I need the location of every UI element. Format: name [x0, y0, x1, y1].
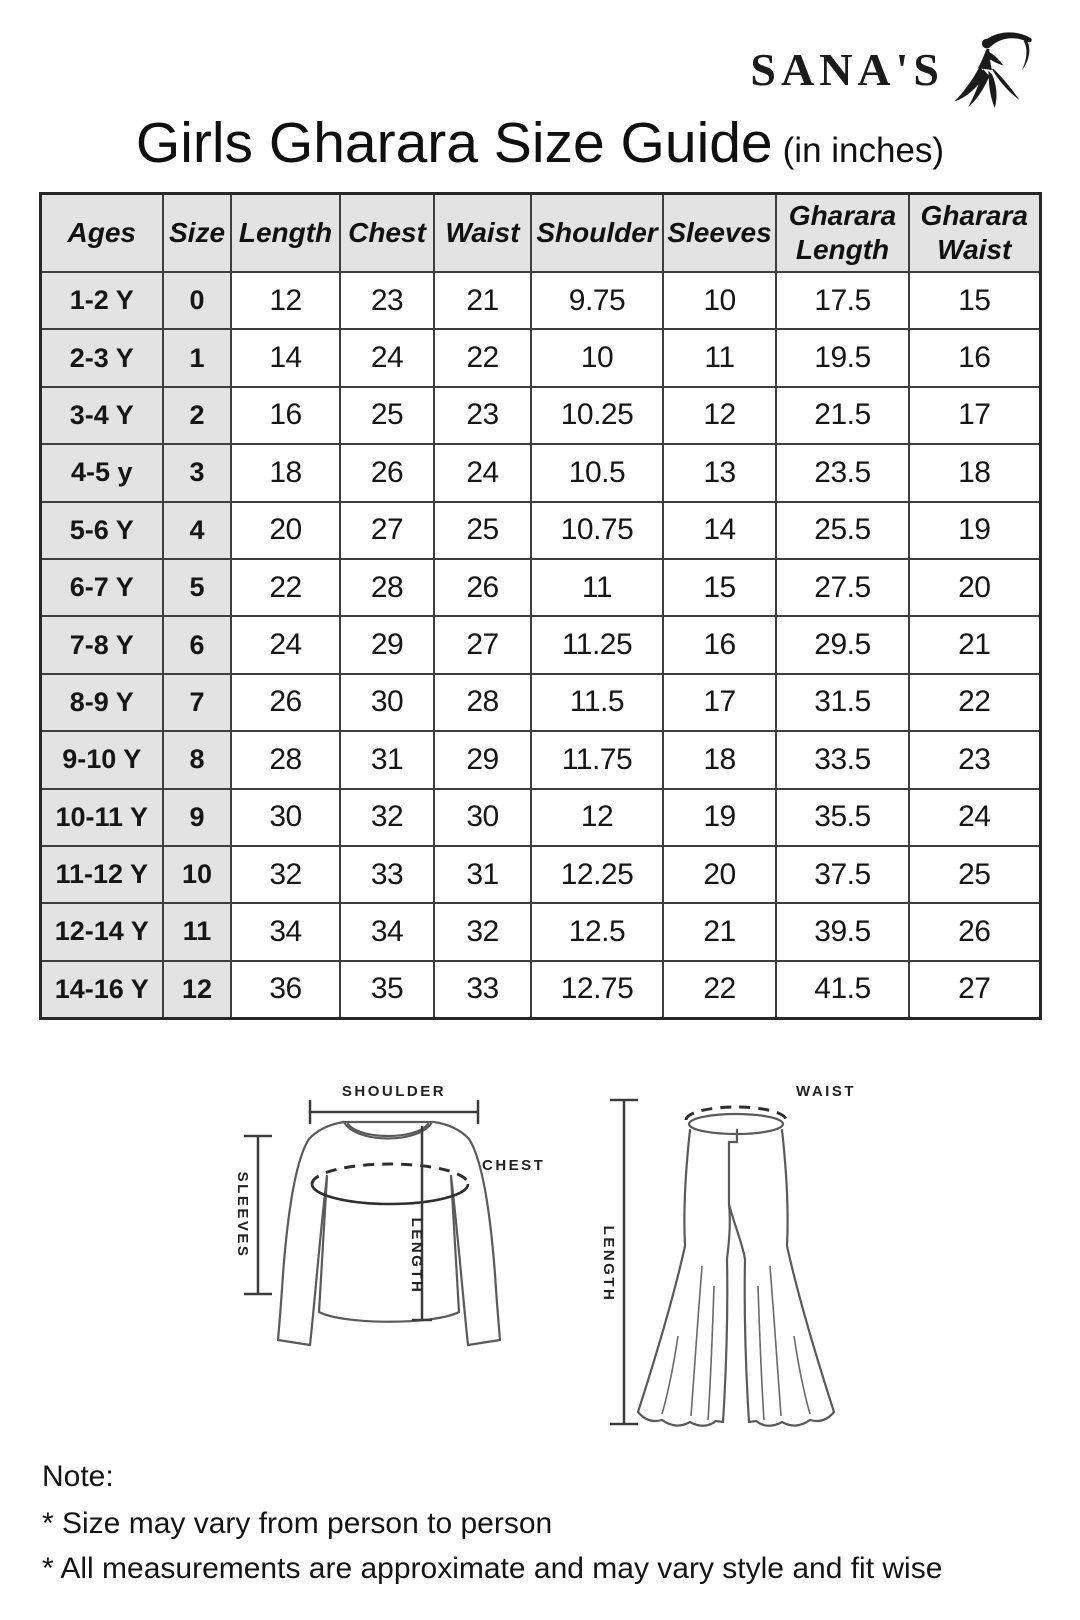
measurement-cell: 11.75 [531, 731, 663, 788]
ages-cell: 4-5 y [40, 444, 163, 501]
column-header: Ages [40, 194, 163, 273]
measurement-cell: 10.75 [531, 502, 663, 559]
size-cell: 4 [163, 502, 231, 559]
measurement-cell: 23 [340, 272, 434, 329]
measurement-cell: 21 [434, 272, 531, 329]
gharara-outline [638, 1130, 834, 1426]
measurement-cell: 26 [231, 674, 340, 731]
shirt-length-label: LENGTH [408, 1217, 425, 1295]
measurement-cell: 28 [340, 559, 434, 616]
measurement-cell: 21 [663, 903, 776, 960]
measurement-cell: 20 [909, 559, 1040, 616]
size-cell: 8 [163, 731, 231, 788]
size-cell: 3 [163, 444, 231, 501]
size-cell: 11 [163, 903, 231, 960]
ages-cell: 7-8 Y [40, 616, 163, 673]
measurement-cell: 12.75 [531, 961, 663, 1019]
table-row [40, 272, 1040, 329]
measurement-cell: 28 [231, 731, 340, 788]
brand-header [0, 0, 1080, 110]
measurement-cell: 11.25 [531, 616, 663, 673]
measurement-cell: 17 [909, 387, 1040, 444]
measurement-cell: 33 [340, 846, 434, 903]
measurement-cell: 24 [340, 329, 434, 386]
chest-dashed-arc [312, 1164, 468, 1184]
measurement-cell: 11 [531, 559, 663, 616]
column-header: Gharara Waist [909, 194, 1040, 273]
size-cell: 2 [163, 387, 231, 444]
size-cell: 6 [163, 616, 231, 673]
size-cell: 12 [163, 961, 231, 1019]
shirt-outline [278, 1122, 500, 1345]
measurement-cell: 25 [909, 846, 1040, 903]
measurement-cell: 19 [663, 789, 776, 846]
measurement-cell: 33 [434, 961, 531, 1019]
measurement-cell: 25 [340, 387, 434, 444]
column-header: Gharara Length [776, 194, 909, 273]
size-cell: 5 [163, 559, 231, 616]
measurement-cell: 12 [531, 789, 663, 846]
measurement-cell: 18 [909, 444, 1040, 501]
measurement-cell: 15 [663, 559, 776, 616]
measurement-cell: 31.5 [776, 674, 909, 731]
measurement-cell: 28 [434, 674, 531, 731]
ages-cell: 9-10 Y [40, 731, 163, 788]
measurement-cell: 41.5 [776, 961, 909, 1019]
measurement-cell: 30 [231, 789, 340, 846]
measurement-cell: 9.75 [531, 272, 663, 329]
size-cell: 7 [163, 674, 231, 731]
measurement-cell: 35.5 [776, 789, 909, 846]
measurement-cell: 18 [231, 444, 340, 501]
table-row [40, 674, 1040, 731]
measurement-cell: 12.5 [531, 903, 663, 960]
size-cell: 1 [163, 329, 231, 386]
ages-cell: 2-3 Y [40, 329, 163, 386]
measurement-cell: 24 [231, 616, 340, 673]
measurement-cell: 32 [231, 846, 340, 903]
page-title-unit: (in inches) [782, 131, 945, 170]
measurement-cell: 17 [663, 674, 776, 731]
measurement-cell: 14 [231, 329, 340, 386]
column-header: Waist [434, 194, 531, 273]
table-row [40, 387, 1040, 444]
measurement-cell: 27 [340, 502, 434, 559]
measurement-cell: 23 [434, 387, 531, 444]
measurement-cell: 22 [909, 674, 1040, 731]
gharara-pleats [662, 1266, 810, 1420]
header-row [40, 194, 1040, 273]
page-title-main: Girls Gharara Size Guide [135, 111, 773, 175]
measurement-cell: 23 [909, 731, 1040, 788]
measurement-cell: 22 [663, 961, 776, 1019]
table-row [40, 961, 1040, 1019]
measurement-cell: 24 [909, 789, 1040, 846]
table-row [40, 502, 1040, 559]
column-header: Sleeves [663, 194, 776, 273]
measurement-cell: 14 [663, 502, 776, 559]
measurement-cell: 19.5 [776, 329, 909, 386]
measurement-cell: 15 [909, 272, 1040, 329]
measurement-cell: 19 [909, 502, 1040, 559]
shirt-chest-label: CHEST [482, 1157, 546, 1175]
table-row [40, 731, 1040, 788]
measurement-cell: 30 [434, 789, 531, 846]
measurement-cell: 26 [340, 444, 434, 501]
note-heading: Note: [42, 1460, 114, 1494]
size-table [39, 192, 1042, 1020]
column-header: Shoulder [531, 194, 663, 273]
measurement-cell: 12 [663, 387, 776, 444]
measurement-cell: 16 [909, 329, 1040, 386]
measurement-cell: 36 [231, 961, 340, 1019]
shirt-shoulder-label: SHOULDER [341, 1083, 447, 1101]
measurement-cell: 13 [663, 444, 776, 501]
measurement-cell: 39.5 [776, 903, 909, 960]
brand-name: SANA'S [750, 44, 944, 95]
measurement-cell: 34 [340, 903, 434, 960]
measurement-cell: 11.5 [531, 674, 663, 731]
measurement-cell: 31 [434, 846, 531, 903]
measurement-cell: 20 [663, 846, 776, 903]
ages-cell: 3-4 Y [40, 387, 163, 444]
page-title [0, 110, 1080, 176]
measurement-cell: 35 [340, 961, 434, 1019]
table-row [40, 329, 1040, 386]
ages-cell: 5-6 Y [40, 502, 163, 559]
measurement-diagrams [0, 1044, 1080, 1452]
measurement-cell: 29 [340, 616, 434, 673]
note-line: * All measurements are approximate and may vary style and fit wise [42, 1552, 943, 1586]
measurement-cell: 18 [663, 731, 776, 788]
size-cell: 10 [163, 846, 231, 903]
measurement-cell: 29 [434, 731, 531, 788]
note-line: * Size may vary from person to person [42, 1507, 553, 1541]
measurement-cell: 22 [231, 559, 340, 616]
measurement-cell: 16 [663, 616, 776, 673]
ages-cell: 8-9 Y [40, 674, 163, 731]
measurement-cell: 10.25 [531, 387, 663, 444]
measurement-cell: 12.25 [531, 846, 663, 903]
measurement-cell: 22 [434, 329, 531, 386]
measurement-cell: 33.5 [776, 731, 909, 788]
measurement-cell: 26 [434, 559, 531, 616]
ages-cell: 14-16 Y [40, 961, 163, 1019]
measurement-cell: 21 [909, 616, 1040, 673]
measurement-cell: 27.5 [776, 559, 909, 616]
measurement-cell: 25 [434, 502, 531, 559]
measurement-cell: 24 [434, 444, 531, 501]
table-row [40, 559, 1040, 616]
measurement-cell: 32 [434, 903, 531, 960]
measurement-cell: 25.5 [776, 502, 909, 559]
column-header: Size [163, 194, 231, 273]
measurement-cell: 29.5 [776, 616, 909, 673]
size-cell: 9 [163, 789, 231, 846]
measurement-cell: 17.5 [776, 272, 909, 329]
measurement-cell: 34 [231, 903, 340, 960]
measurement-cell: 37.5 [776, 846, 909, 903]
shirt-diagram [222, 1044, 556, 1366]
measurement-cell: 32 [340, 789, 434, 846]
table-row [40, 444, 1040, 501]
measurement-cell: 21.5 [776, 387, 909, 444]
table-row [40, 616, 1040, 673]
ages-cell: 6-7 Y [40, 559, 163, 616]
table-row [40, 903, 1040, 960]
gharara-waist-label: WAIST [796, 1083, 856, 1101]
measurement-cell: 11 [663, 329, 776, 386]
column-header: Chest [340, 194, 434, 273]
measurement-cell: 10 [531, 329, 663, 386]
woman-dress-icon [948, 30, 1036, 110]
measurement-cell: 27 [434, 616, 531, 673]
ages-cell: 10-11 Y [40, 789, 163, 846]
measurement-cell: 16 [231, 387, 340, 444]
measurement-cell: 26 [909, 903, 1040, 960]
ages-cell: 12-14 Y [40, 903, 163, 960]
measurement-cell: 10.5 [531, 444, 663, 501]
gharara-diagram [586, 1044, 858, 1452]
size-table-body [40, 272, 1040, 1019]
measurement-cell: 12 [231, 272, 340, 329]
measurement-cell: 20 [231, 502, 340, 559]
shirt-sleeves-label: SLEEVES [234, 1171, 251, 1259]
gharara-length-label: LENGTH [600, 1225, 617, 1303]
chest-solid-arc [312, 1184, 468, 1204]
measurement-cell: 23.5 [776, 444, 909, 501]
measurement-cell: 10 [663, 272, 776, 329]
shoulder-measure-line [310, 1100, 478, 1124]
note-section [42, 1454, 1080, 1591]
ages-cell: 11-12 Y [40, 846, 163, 903]
measurement-cell: 31 [340, 731, 434, 788]
size-cell: 0 [163, 272, 231, 329]
table-row [40, 789, 1040, 846]
column-header: Length [231, 194, 340, 273]
table-row [40, 846, 1040, 903]
measurement-cell: 30 [340, 674, 434, 731]
measurement-cell: 27 [909, 961, 1040, 1019]
ages-cell: 1-2 Y [40, 272, 163, 329]
